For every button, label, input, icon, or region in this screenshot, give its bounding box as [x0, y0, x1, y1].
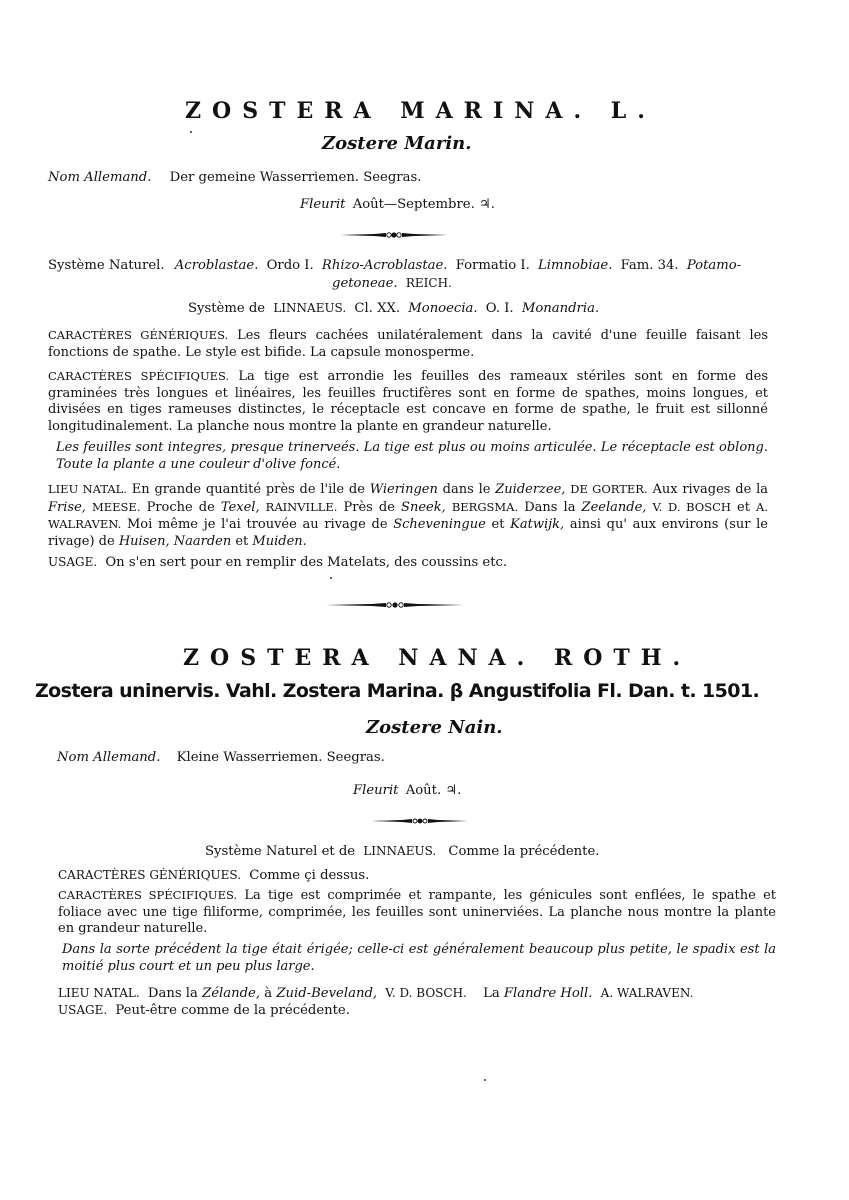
linnaeus-class: Cl. XX. [354, 301, 401, 316]
german-name-line [48, 170, 421, 186]
natural-system-line-2 [332, 275, 452, 292]
locality-place: Naarden [173, 533, 232, 549]
flowering-text: Août—Septembre. ♃. [352, 197, 495, 212]
german-name-label: Nom Allemand. [57, 750, 161, 765]
speck [190, 131, 192, 133]
german-name-text: Der gemeine Wasserriemen. Seegras. [169, 170, 422, 185]
page-title: ZOSTERA MARINA. L. [185, 98, 656, 124]
specific-characters [58, 887, 776, 938]
natural-system-formatio-name: Limnobiae. [537, 258, 613, 273]
specific-characters [48, 368, 768, 435]
section-title: ZOSTERA NANA. ROTH. [183, 645, 692, 671]
speck [330, 577, 332, 579]
locality-place: Sneek, [401, 499, 446, 515]
locality-text: Près de [343, 499, 395, 515]
system-text: Système Naturel et de [205, 844, 356, 859]
locality-text: dans le [442, 482, 491, 497]
locality-text: ainsi qu' aux environs (sur le rivage) de [48, 517, 768, 549]
flowering-line [353, 783, 461, 799]
locality-text: Moi même je l'ai trouvée au rivage de [126, 517, 388, 532]
locality-text: et [491, 517, 505, 532]
native-locality [48, 481, 768, 550]
usage-label: USAGE. [48, 555, 98, 569]
linnaeus-order: O. I. [485, 301, 514, 316]
divider-ornament [340, 230, 448, 240]
locality-text: En grande quantité près de l'ile de [131, 482, 365, 497]
locality-place: Zélande, [202, 986, 261, 1001]
generic-characters-text: Comme çi dessus. [249, 868, 370, 883]
specific-characters-text: La tige est comprimée et rampante, les génicules sont enflées, le spathe et foliace avec une tige filiforme, comprimée, les feuilles sont uninerviées. La planche nous montre la plante en grandeur naturelle. [58, 888, 776, 936]
linnaeus-class-name: Monoecia. [408, 301, 478, 316]
locality-place: Zuiderzee, [495, 482, 566, 497]
natural-system-suborder: Rhizo-Acroblastae. [321, 258, 448, 273]
linnaeus-system-line [188, 300, 599, 317]
native-locality-label: LIEU NATAL. [48, 482, 127, 496]
native-locality [58, 985, 693, 1002]
native-locality-label: LIEU NATAL. [58, 986, 140, 1000]
usage-label: USAGE. [58, 1003, 108, 1017]
linnaeus-order-name: Monandria. [521, 301, 600, 316]
generic-characters-text: Les fleurs cachées unilatéralement dans la cavité d'une feuille faisant les fonctions de spathe. Le style est bifide. La capsule monosperme. [48, 328, 769, 360]
flowering-label: Fleurit [300, 197, 346, 212]
locality-place: Zuid-Beveland, [276, 986, 378, 1001]
locality-collector: V. D. BOSCH. [385, 986, 467, 1000]
locality-place: Texel, [220, 499, 260, 515]
usage-text: On s'en sert pour en remplir des Matelats, des coussins etc. [105, 555, 508, 570]
natural-system-family-name-cont: getoneae. [332, 276, 398, 291]
natural-system-line [48, 258, 741, 274]
locality-text: La [483, 986, 500, 1001]
locality-place: Wieringen [369, 482, 438, 497]
locality-collector: BERGSMA. [451, 499, 519, 514]
locality-place: Frise, [48, 499, 86, 515]
generic-characters-label: CARACTÈRES GÉNÉRIQUES. [58, 868, 242, 882]
descriptive-note: Dans la sorte précédent la tige était érigée; celle-ci est généralement beaucoup plus petite, le spadix est la moitié plus court et un peu plus large. [62, 942, 776, 974]
german-name-text: Kleine Wasserriemen. Seegras. [176, 750, 385, 765]
system-comparison: Comme la précédente. [448, 844, 600, 859]
locality-collector: MEESE. [91, 499, 141, 514]
natural-system-class: Acroblastae. [174, 258, 259, 273]
natural-system-author: REICH. [405, 276, 452, 290]
french-name: Zostere Marin. [322, 133, 472, 154]
synonyms-line: Zostera uninervis. Vahl. Zostera Marina. β Angustifolia Fl. Dan. t. 1501. [35, 680, 760, 702]
linnaeus-name: LINNAEUS. [363, 844, 437, 858]
linnaeus-label: Système de [188, 301, 266, 316]
locality-collector: V. D. BOSCH [652, 499, 731, 514]
natural-system-label: Système Naturel. [48, 258, 165, 273]
specific-characters-label: CARACTÈRES SPÉCIFIQUES. [48, 369, 230, 383]
natural-system-family: Fam. 34. [620, 258, 679, 273]
locality-collector: A. WALRAVEN. [48, 499, 769, 531]
locality-place: Scheveningue [393, 517, 486, 532]
usage-line [58, 1002, 350, 1019]
divider-ornament [372, 816, 468, 826]
locality-text: Dans la [147, 986, 198, 1001]
locality-text: Dans la [524, 499, 576, 515]
locality-text: et [737, 499, 750, 515]
locality-text: à [264, 986, 273, 1001]
german-name-label: Nom Allemand. [48, 170, 152, 185]
locality-text: Proche de [146, 499, 215, 515]
french-name: Zostere Nain. [366, 717, 503, 738]
descriptive-note: Les feuilles sont integres, presque trinerveés. La tige est plus ou moins articulée. Le réceptacle est oblong. Toute la plante a une couleur d'olive foncé. [56, 440, 768, 472]
locality-place: Muiden. [252, 533, 307, 549]
locality-collector: RAINVILLE. [265, 499, 338, 514]
section-divider-ornament [326, 600, 464, 610]
speck [484, 1079, 486, 1081]
natural-system-order: Ordo I. [266, 258, 314, 273]
locality-collector: A. WALRAVEN. [600, 986, 694, 1000]
system-line [205, 843, 599, 860]
usage-text: Peut-être comme de la précédente. [115, 1003, 350, 1018]
flowering-label: Fleurit [353, 783, 399, 798]
locality-place: Huisen, [118, 533, 170, 549]
locality-collector: DE GORTER. [570, 482, 648, 496]
specific-characters-label: CARACTÈRES SPÉCIFIQUES. [58, 888, 238, 902]
generic-characters-label: CARACTÈRES GÉNÉRIQUES. [48, 328, 229, 342]
locality-text: et [235, 533, 249, 549]
generic-characters [48, 327, 768, 361]
linnaeus-name: LINNAEUS. [273, 301, 347, 315]
locality-place: Katwijk, [510, 517, 565, 532]
specific-characters-text: La tige est arrondie les feuilles des rameaux stériles sont en forme des graminées très longues et linéaires, les feuilles fructifères sont en forme de spathes, moins longues, et divisées en tiges rameuses distinctes, le réceptacle est concave en forme de spathe, le fruit est sillonné longitudinalement. La planche nous montre la plante en grandeur naturelle. [48, 369, 768, 434]
generic-characters [58, 867, 369, 884]
flowering-line [300, 197, 495, 213]
natural-system-formatio: Formatio I. [455, 258, 530, 273]
locality-text: Aux rivages de la [652, 482, 769, 497]
locality-place: Flandre Holl. [503, 986, 593, 1001]
usage-line [48, 554, 507, 571]
german-name-line [57, 750, 385, 766]
flowering-text: Août. ♃. [405, 783, 462, 798]
locality-place: Zeelande, [581, 499, 647, 515]
natural-system-family-name: Potamo- [686, 258, 742, 273]
